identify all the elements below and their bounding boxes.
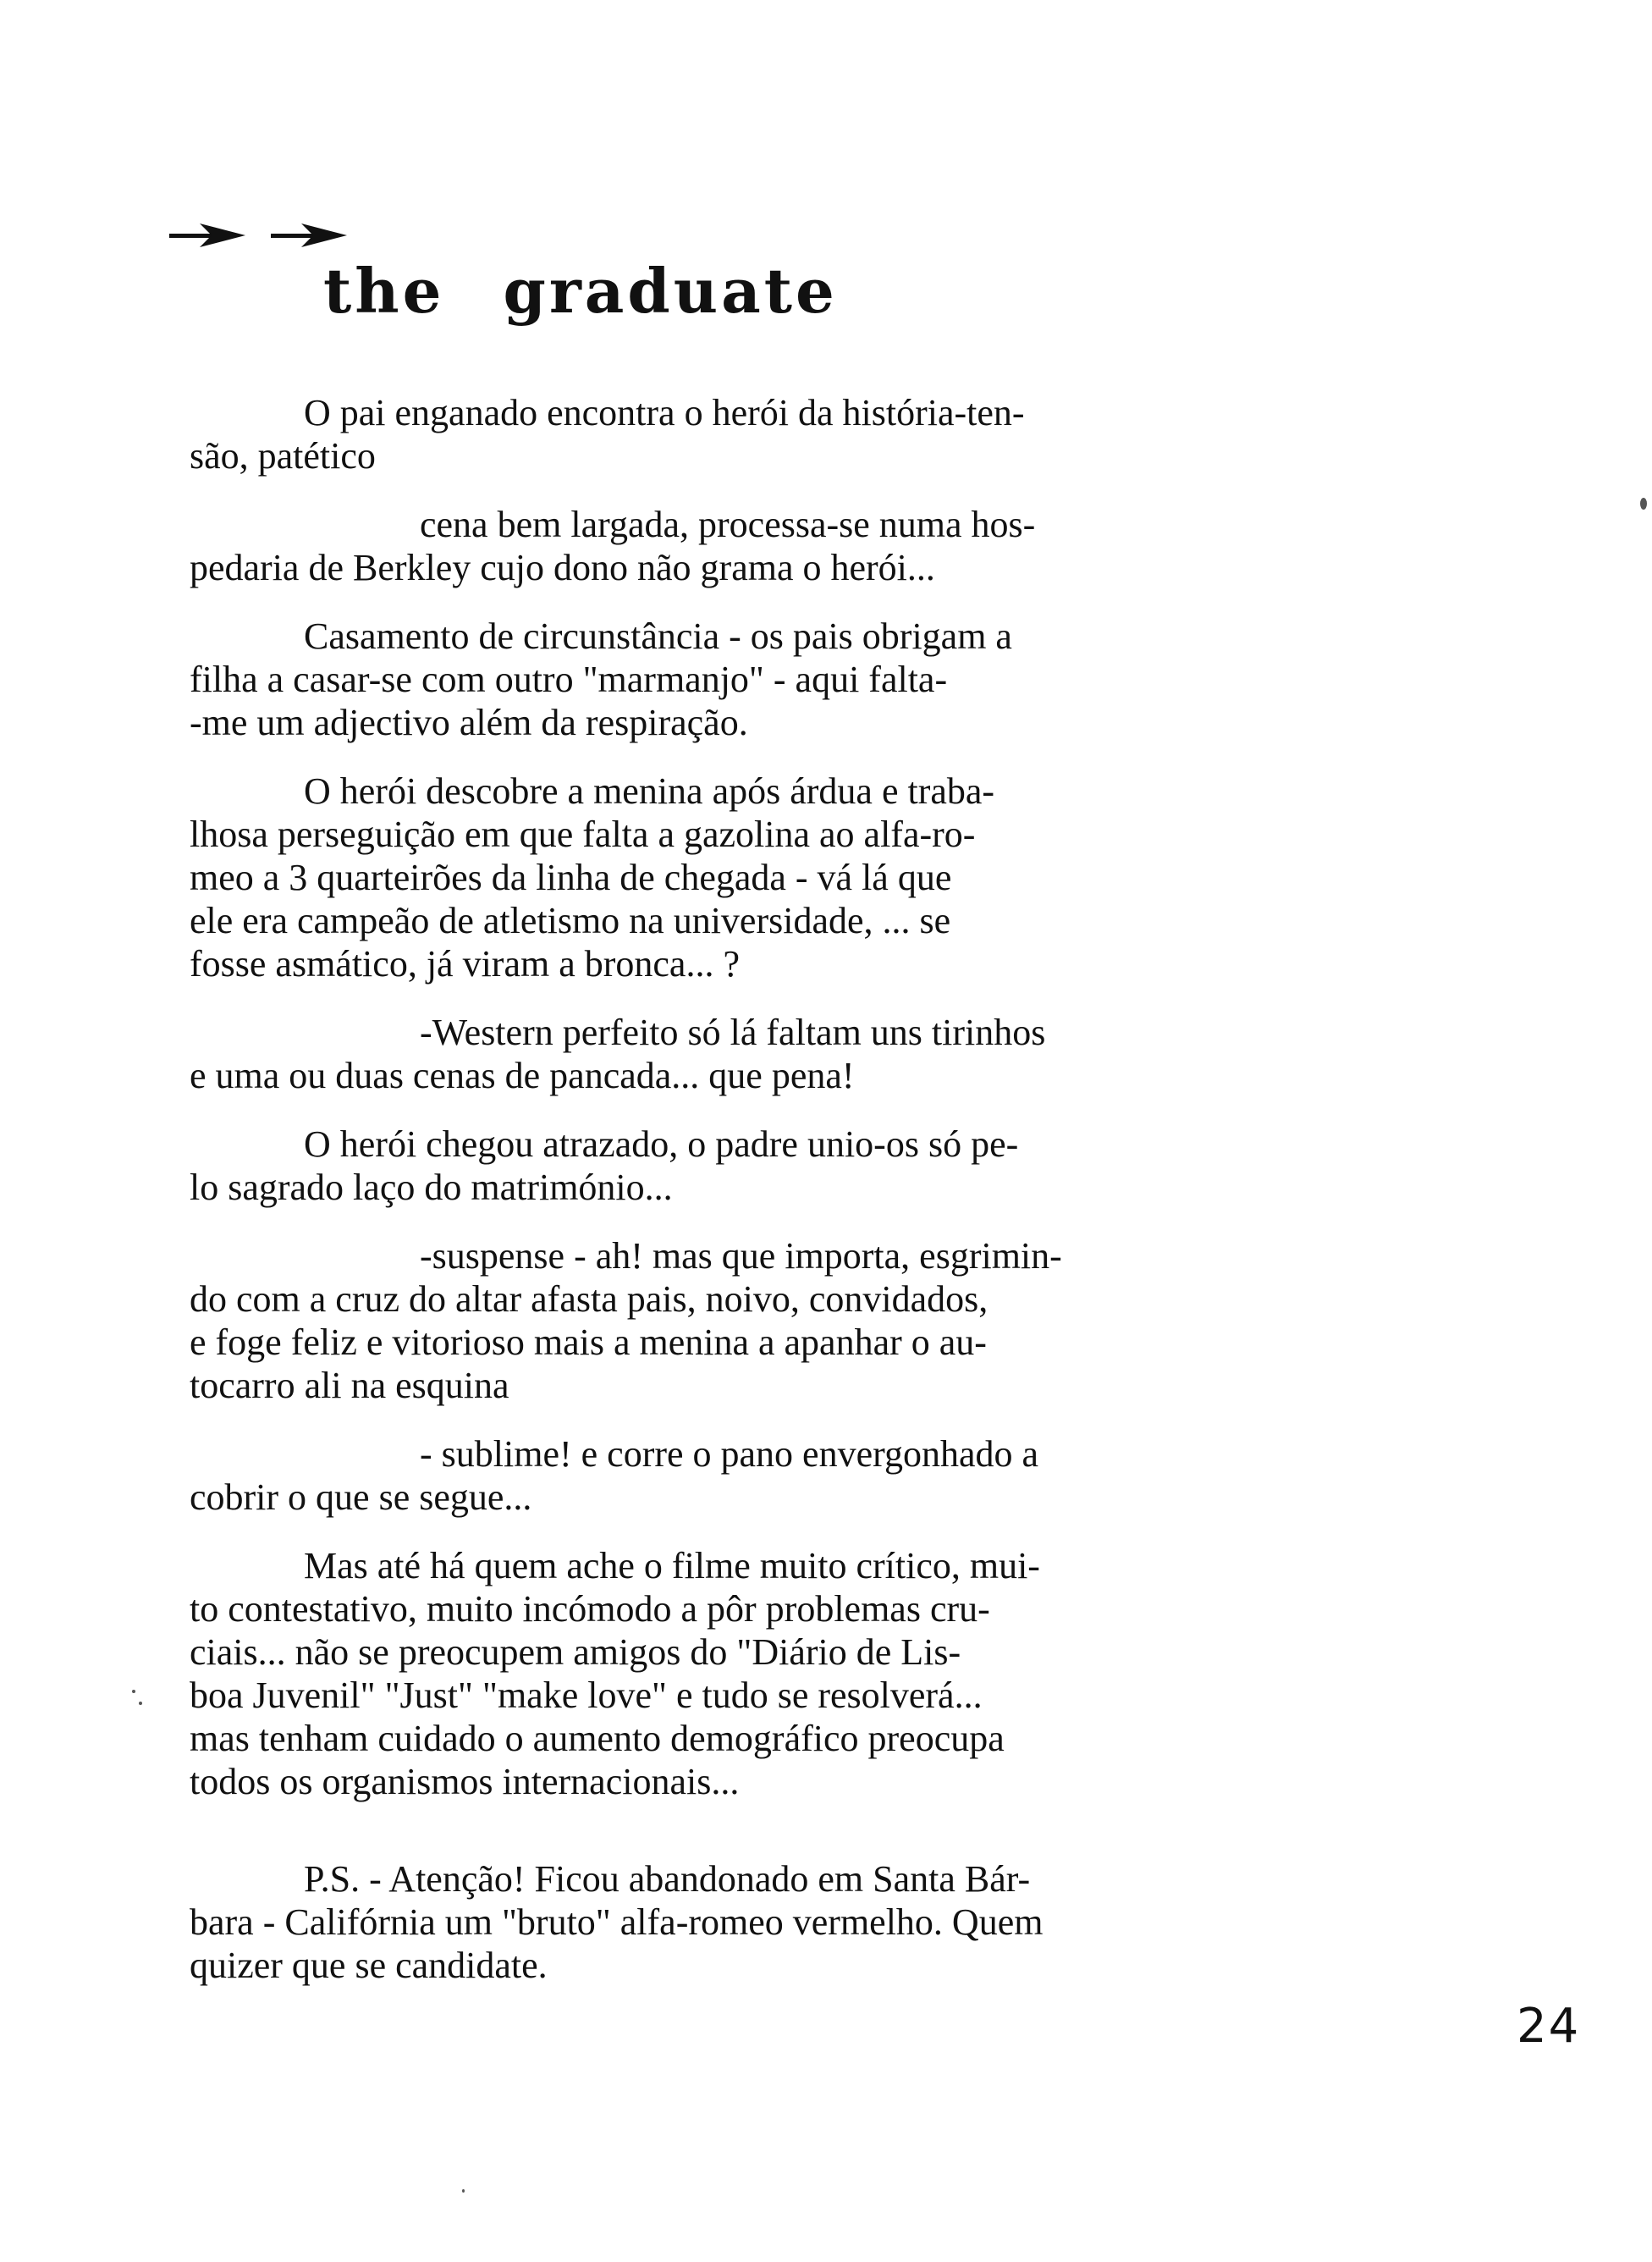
paragraph-3: Casamento de circunstância - os pais obrigam a filha a casar-se com outro "marmanjo" - aqui falta- -me um adjectivo além da respiração. <box>190 615 1012 743</box>
paragraph-4: O herói descobre a menina após árdua e traba- lhosa perseguição em que falta a gazolina ao alfa-ro- meo a 3 quarteirões da linha de chegada - vá lá que ele era campeão de atletismo na universidade, ... se fosse asmático, já viram a bronca... ? <box>190 770 995 985</box>
paragraph-1: O pai enganado encontra o herói da história-ten- são, patético <box>190 392 1025 477</box>
scan-speck <box>462 2189 465 2193</box>
paragraph-6: O herói chegou atrazado, o padre unio-os só pe- lo sagrado laço do matrimónio... <box>190 1123 1019 1208</box>
article-body <box>190 391 1290 1987</box>
scan-speck <box>139 1702 142 1705</box>
scan-speck <box>132 1690 135 1693</box>
page-number: 24 <box>1517 1999 1581 2054</box>
article-title: the graduate <box>323 255 838 327</box>
postscript-paragraph: P.S. - Atenção! Ficou abandonado em Santa Bár- bara - Califórnia um "bruto" alfa-romeo vermelho. Quem quizer que se candidate. <box>190 1858 1044 1986</box>
scan-speck <box>1640 498 1647 510</box>
paragraph-9: Mas até há quem ache o filme muito crítico, mui- to contestativo, muito incómodo a pôr problemas cru- ciais... não se preocupem amigos do "Diário de Lis- boa Juvenil" "Just" "make love" e tudo se resolverá... mas tenham cuidado o aumento demográfico preocupa todos os organismos internacionais... <box>190 1545 1040 1802</box>
paragraph-2: cena bem largada, processa-se numa hos- pedaria de Berkley cujo dono não grama o herói... <box>190 504 1036 588</box>
paragraph-8: - sublime! e corre o pano envergonhado a cobrir o que se segue... <box>190 1433 1039 1518</box>
paragraph-5: -Western perfeito só lá faltam uns tirinhos e uma ou duas cenas de pancada... que pena! <box>190 1012 1046 1096</box>
double-arrow-icon <box>169 218 372 252</box>
paragraph-7: -suspense - ah! mas que importa, esgrimin- do com a cruz do altar afasta pais, noivo, convidados, e foge feliz e vitorioso mais a menina a apanhar o au- tocarro ali na esquina <box>190 1235 1062 1406</box>
